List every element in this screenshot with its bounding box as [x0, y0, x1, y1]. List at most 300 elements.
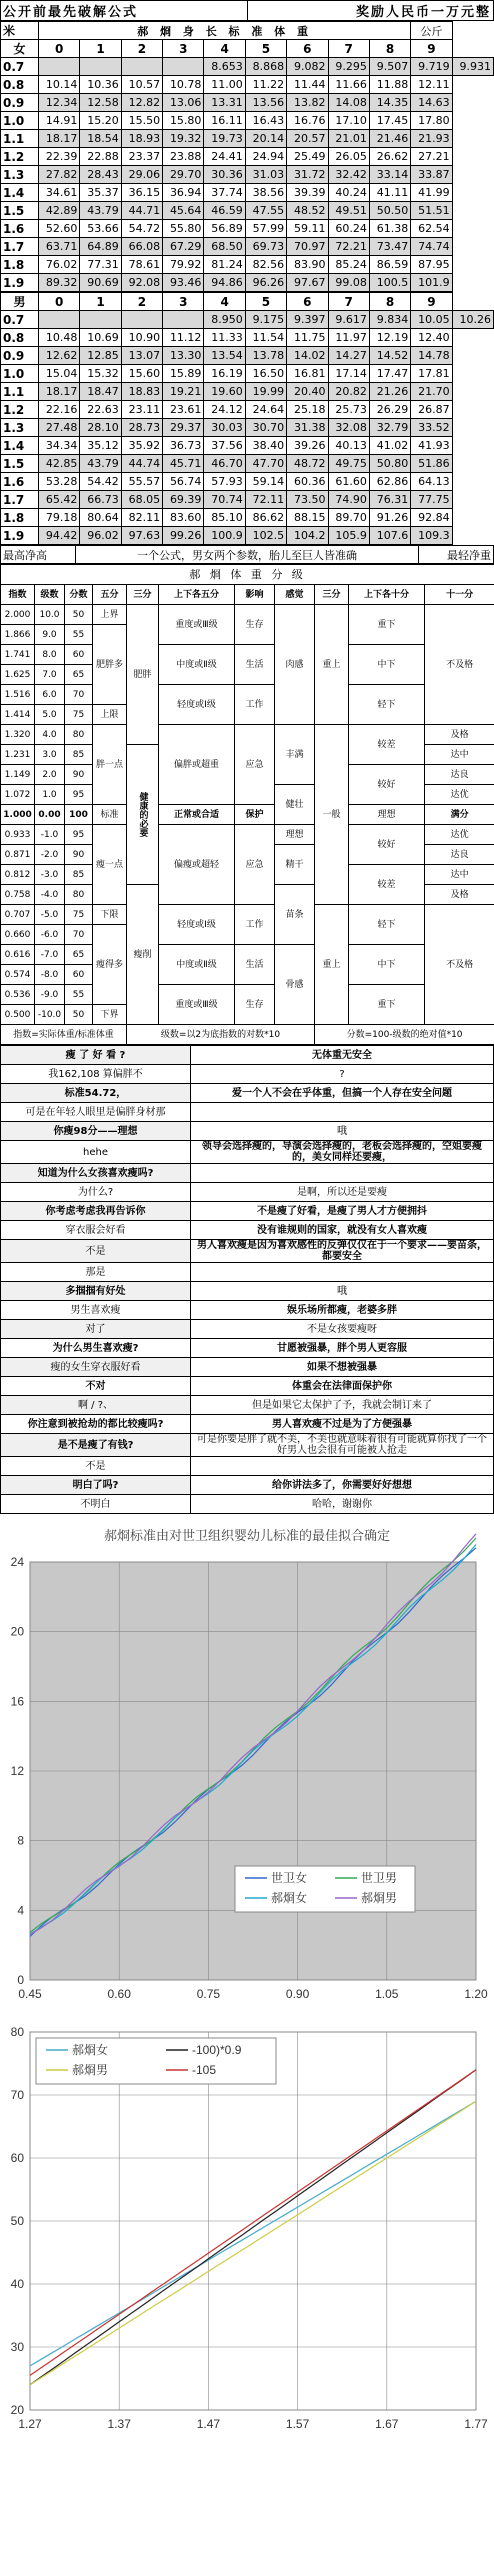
weight-cell: 18.93	[121, 130, 162, 148]
table-row	[1, 311, 494, 329]
three-grade-b: 重上	[315, 605, 349, 725]
severity-grade: 正常或合适	[159, 805, 235, 825]
feeling-cell: 骨感	[275, 945, 315, 1025]
weight-cell: 102.5	[245, 527, 286, 545]
influence-cell: 工作	[235, 685, 275, 725]
col-header: 7	[328, 40, 369, 58]
index-cell: 0.707	[1, 905, 35, 925]
feeling-cell: 丰满	[275, 725, 315, 785]
x-tick-label: 1.27	[18, 2417, 42, 2431]
qa-row	[1, 1415, 494, 1434]
weight-cell: 82.11	[121, 509, 162, 527]
ten-grade: 轻下	[349, 685, 425, 725]
severity-grade: 重度或Ⅲ级	[159, 605, 235, 645]
title-right: 奖励人民币一万元整	[247, 1, 494, 21]
weight-cell: 18.17	[39, 130, 80, 148]
legend-label: 世卫男	[361, 1871, 398, 1885]
height-cell: 1.6	[1, 220, 39, 238]
col-header: 2	[121, 293, 162, 311]
col-header: 3	[163, 40, 204, 58]
weight-cell: 53.66	[80, 220, 121, 238]
weight-cell: 12.40	[411, 329, 452, 347]
weight-cell: 14.52	[369, 347, 410, 365]
weight-cell: 25.73	[328, 401, 369, 419]
severity-grade: 偏胖或超重	[159, 725, 235, 805]
weight-cell: 59.14	[245, 473, 286, 491]
eleven-grade: 不及格	[425, 905, 494, 1025]
col-header: 7	[328, 293, 369, 311]
col-header: 4	[204, 40, 245, 58]
weight-cell: 17.10	[328, 112, 369, 130]
height-cell: 0.9	[1, 94, 39, 112]
level-cell: 3.0	[35, 745, 65, 765]
level-cell: -10.0	[35, 1005, 65, 1025]
ten-grade: 较差	[349, 865, 425, 905]
weight-cell: 33.87	[411, 166, 452, 184]
grade-col-header: 级数	[35, 585, 65, 605]
height-cell: 0.9	[1, 347, 39, 365]
weight-cell: 36.15	[121, 184, 162, 202]
qa-row	[1, 1141, 494, 1164]
five-grade: 胖一点	[93, 725, 127, 805]
score-cell: 70	[65, 685, 93, 705]
weight-cell: 32.79	[369, 419, 410, 437]
level-cell: -7.0	[35, 945, 65, 965]
weight-cell: 47.55	[245, 202, 286, 220]
legend-label: -105	[192, 2063, 217, 2077]
height-cell: 1.5	[1, 202, 39, 220]
weight-cell: 13.06	[163, 94, 204, 112]
col-header: 0	[39, 40, 80, 58]
weight-cell: 66.73	[80, 491, 121, 509]
band-right: 最轻净重	[419, 546, 494, 564]
weight-cell: 14.27	[328, 347, 369, 365]
col-header: 8	[369, 40, 410, 58]
qa-row	[1, 1065, 494, 1084]
answer-cell: 给你讲法多了，你需要好好想想	[191, 1476, 494, 1495]
three-grade-b: 一般	[315, 725, 349, 905]
weight-cell: 88.15	[287, 509, 328, 527]
answer-cell: 甘愿被强暴，胖个男人更容服	[191, 1339, 494, 1358]
weight-cell: 35.37	[80, 184, 121, 202]
eleven-grade: 及格	[425, 725, 494, 745]
grade-row	[1, 725, 494, 745]
answer-cell: 可是你要是胖了就不美，不美也就意味着很有可能就算你找了一个好男人也会很有可能被人抢走	[191, 1434, 494, 1457]
weight-cell: 12.19	[369, 329, 410, 347]
question-cell: 标准54.72，	[1, 1084, 191, 1103]
weight-cell: 40.24	[328, 184, 369, 202]
ten-grade: 中下	[349, 645, 425, 685]
answer-cell: 无体重无安全	[191, 1046, 494, 1065]
band-mid: 一个公式，男女两个参数，胎儿至巨人皆准确	[76, 546, 419, 564]
weight-cell: 87.95	[411, 256, 452, 274]
weight-cell: 80.64	[80, 509, 121, 527]
weight-cell: 93.46	[163, 274, 204, 292]
index-cell: 1.741	[1, 645, 35, 665]
grade-col-header: 上下各十分	[349, 585, 425, 605]
weight-cell: 15.60	[121, 365, 162, 383]
weight-cell: 34.61	[39, 184, 80, 202]
qa-row	[1, 1202, 494, 1221]
weight-cell: 99.08	[328, 274, 369, 292]
y-tick-label: 16	[10, 1694, 24, 1709]
weight-cell: 14.02	[287, 347, 328, 365]
weight-cell: 44.71	[121, 202, 162, 220]
weight-cell: 55.80	[163, 220, 204, 238]
weight-cell: 61.38	[369, 220, 410, 238]
question-cell: 多掴掴有好处	[1, 1282, 191, 1301]
index-cell: 1.625	[1, 665, 35, 685]
weight-cell: 11.33	[204, 329, 245, 347]
level-cell: -5.0	[35, 905, 65, 925]
sex-label: 女	[1, 40, 39, 58]
weight-cell: 16.50	[245, 365, 286, 383]
index-cell: 1.866	[1, 625, 35, 645]
table-row	[1, 401, 494, 419]
qa-row	[1, 1183, 494, 1202]
weight-cell: 9.082	[287, 58, 328, 76]
weight-cell: 38.40	[245, 437, 286, 455]
y-tick-label: 40	[10, 2277, 24, 2291]
table-row	[1, 365, 494, 383]
qa-row	[1, 1263, 494, 1282]
answer-cell: 领导会选择瘦的，导演会选择瘦的，老板会选择瘦的，空姐要瘦的，美女同样还要瘦，	[191, 1141, 494, 1164]
table-row	[1, 148, 494, 166]
weight-cell: 12.82	[121, 94, 162, 112]
index-cell: 1.231	[1, 745, 35, 765]
weight-cell: 56.74	[163, 473, 204, 491]
table-row	[1, 329, 494, 347]
level-cell: 8.0	[35, 645, 65, 665]
weight-cell: 16.43	[245, 112, 286, 130]
ten-grade: 较好	[349, 825, 425, 865]
weight-cell: 64.13	[411, 473, 452, 491]
weight-cell: 59.11	[287, 220, 328, 238]
weight-cell: 81.24	[204, 256, 245, 274]
answer-cell: 哦	[191, 1282, 494, 1301]
grade-col-header: 五分	[93, 585, 127, 605]
index-cell: 0.574	[1, 965, 35, 985]
table-row	[1, 419, 494, 437]
col-header: 6	[287, 293, 328, 311]
grade-row	[1, 945, 494, 965]
weight-cell: 46.70	[204, 455, 245, 473]
weight-cell: 46.59	[204, 202, 245, 220]
weight-cell: 101.9	[411, 274, 452, 292]
three-grade: 瘦削	[127, 885, 159, 1025]
qa-row	[1, 1221, 494, 1240]
weight-cell: 90.69	[80, 274, 121, 292]
weight-cell: 76.02	[39, 256, 80, 274]
weight-cell: 85.10	[204, 509, 245, 527]
qa-row	[1, 1396, 494, 1415]
weight-cell: 36.94	[163, 184, 204, 202]
weight-cell: 22.39	[39, 148, 80, 166]
weight-cell: 94.86	[204, 274, 245, 292]
score-cell: 90	[65, 765, 93, 785]
weight-cell: 13.82	[287, 94, 328, 112]
weight-cell: 11.88	[369, 76, 410, 94]
weight-cell: 72.21	[328, 238, 369, 256]
five-grade: 下界	[93, 1005, 127, 1025]
weight-cell: 18.54	[80, 130, 121, 148]
question-cell: 可是在年轻人眼里是偏胖身材那	[1, 1103, 191, 1122]
table-row	[1, 527, 494, 545]
weight-cell: 51.86	[411, 455, 452, 473]
weight-cell: 24.41	[204, 148, 245, 166]
ten-grade: 重下	[349, 605, 425, 645]
five-grade: 下限	[93, 905, 127, 925]
score-cell: 60	[65, 645, 93, 665]
weight-cell: 23.88	[163, 148, 204, 166]
weight-cell: 68.05	[121, 491, 162, 509]
y-tick-label: 80	[10, 2025, 24, 2039]
question-cell: 啊 / ?、	[1, 1396, 191, 1415]
weight-cell: 37.56	[204, 437, 245, 455]
female-weight-table	[0, 21, 494, 292]
weight-cell	[39, 311, 80, 329]
weight-cell: 109.3	[411, 527, 452, 545]
grade-col-header: 指数	[1, 585, 35, 605]
qa-row	[1, 1103, 494, 1122]
eleven-grade: 达良	[425, 845, 494, 865]
weight-cell: 31.03	[245, 166, 286, 184]
height-cell: 1.7	[1, 238, 39, 256]
weight-cell: 89.70	[328, 509, 369, 527]
answer-cell: 不是瘦了好看，是瘦了男人才方便拥抖	[191, 1202, 494, 1221]
qa-row	[1, 1240, 494, 1263]
qa-row	[1, 1434, 494, 1457]
weight-cell: 77.75	[411, 491, 452, 509]
level-cell: 9.0	[35, 625, 65, 645]
level-cell: 7.0	[35, 665, 65, 685]
question-cell: 你考虑考虑我再告诉你	[1, 1202, 191, 1221]
weight-cell: 82.56	[245, 256, 286, 274]
three-grade-b: 重上	[315, 905, 349, 1025]
y-tick-label: 20	[10, 1624, 24, 1639]
weight-cell: 19.21	[163, 383, 204, 401]
index-cell: 0.871	[1, 845, 35, 865]
weight-cell: 31.38	[287, 419, 328, 437]
question-cell: 男生喜欢瘦	[1, 1301, 191, 1320]
x-tick-label: 0.60	[107, 1987, 131, 2001]
score-cell: 75	[65, 905, 93, 925]
weight-cell: 41.99	[411, 184, 452, 202]
weight-cell: 49.75	[328, 455, 369, 473]
index-cell: 1.149	[1, 765, 35, 785]
severity-grade: 重度或Ⅲ级	[159, 985, 235, 1025]
unit-kg: 公斤	[411, 22, 452, 40]
question-cell: 你瘦98分——理想	[1, 1122, 191, 1141]
weight-cell: 40.13	[328, 437, 369, 455]
col-header: 0	[39, 293, 80, 311]
score-cell: 80	[65, 725, 93, 745]
weight-cell: 44.74	[121, 455, 162, 473]
weight-cell: 23.61	[163, 401, 204, 419]
answer-cell: 男人喜欢瘦是因为喜欢感性的反弹仅仅在于一个要求——要苗条，都要安全	[191, 1240, 494, 1263]
five-grade: 标准	[93, 805, 127, 825]
weight-cell: 8.653	[204, 58, 245, 76]
grade-row	[1, 825, 494, 845]
table-row	[1, 166, 494, 184]
weight-cell: 10.57	[121, 76, 162, 94]
height-cell: 1.6	[1, 473, 39, 491]
weight-cell: 53.28	[39, 473, 80, 491]
weight-cell: 17.80	[411, 112, 452, 130]
y-tick-label: 30	[10, 2340, 24, 2354]
question-cell: 我162,108 算偏胖不	[1, 1065, 191, 1084]
influence-cell: 生存	[235, 985, 275, 1025]
weight-cell: 23.37	[121, 148, 162, 166]
height-cell: 1.4	[1, 184, 39, 202]
unit-meter: 米	[1, 22, 39, 40]
weight-cell: 9.507	[369, 58, 410, 76]
weight-cell: 8.868	[245, 58, 286, 76]
weight-cell: 19.99	[245, 383, 286, 401]
weight-cell: 15.32	[80, 365, 121, 383]
weight-cell: 19.73	[204, 130, 245, 148]
weight-cell: 16.76	[287, 112, 328, 130]
weight-cell: 8.950	[204, 311, 245, 329]
height-cell: 1.3	[1, 419, 39, 437]
weight-cell: 10.69	[80, 329, 121, 347]
level-cell: 4.0	[35, 725, 65, 745]
answer-cell: ?	[191, 1065, 494, 1084]
height-cell: 1.3	[1, 166, 39, 184]
question-cell: 那是	[1, 1263, 191, 1282]
male-weight-table	[0, 292, 494, 545]
weight-cell: 31.72	[287, 166, 328, 184]
ten-grade: 较差	[349, 725, 425, 765]
question-cell: 不是	[1, 1457, 191, 1476]
weight-cell: 37.74	[204, 184, 245, 202]
answer-cell: 男人喜欢瘦不过是为了方便强暴	[191, 1415, 494, 1434]
weight-cell: 56.89	[204, 220, 245, 238]
weight-cell: 13.78	[245, 347, 286, 365]
x-tick-label: 1.77	[464, 2417, 488, 2431]
feeling-cell: 苗条	[275, 885, 315, 945]
col-header: 5	[245, 293, 286, 311]
weight-cell	[163, 311, 204, 329]
weight-cell: 20.40	[287, 383, 328, 401]
level-cell: -9.0	[35, 985, 65, 1005]
eleven-grade: 不及格	[425, 605, 494, 725]
weight-cell: 10.36	[80, 76, 121, 94]
weight-cell: 100.5	[369, 274, 410, 292]
feeling-cell: 理想	[275, 825, 315, 845]
weight-cell: 9.931	[452, 58, 493, 76]
weight-cell: 25.18	[287, 401, 328, 419]
ten-grade: 中下	[349, 945, 425, 985]
x-tick-label: 0.90	[285, 1987, 310, 2001]
weight-cell: 72.11	[245, 491, 286, 509]
weight-cell: 11.97	[328, 329, 369, 347]
weight-cell: 11.75	[287, 329, 328, 347]
weight-cell: 21.01	[328, 130, 369, 148]
foot-c: 分数=100-级数的绝对值*10	[315, 1025, 494, 1045]
weight-cell: 57.99	[245, 220, 286, 238]
answer-cell: 娱乐场所都瘦，老婆多胖	[191, 1301, 494, 1320]
weight-cell: 52.60	[39, 220, 80, 238]
weight-cell: 91.26	[369, 509, 410, 527]
height-cell: 1.1	[1, 130, 39, 148]
weight-cell: 42.89	[39, 202, 80, 220]
weight-cell: 104.2	[287, 527, 328, 545]
level-cell: 6.0	[35, 685, 65, 705]
qa-row	[1, 1164, 494, 1183]
legend-label: 郝烱女	[271, 1891, 308, 1905]
weight-cell: 9.397	[287, 311, 328, 329]
answer-cell	[191, 1164, 494, 1183]
five-grade: 上界	[93, 605, 127, 625]
weight-cell: 12.58	[80, 94, 121, 112]
index-cell: 1.072	[1, 785, 35, 805]
col-header: 9	[411, 293, 452, 311]
y-tick-label: 12	[10, 1764, 24, 1778]
y-tick-label: 0	[17, 1973, 24, 1987]
height-cell: 1.9	[1, 527, 39, 545]
weight-cell: 42.85	[39, 455, 80, 473]
weight-cell	[121, 58, 162, 76]
weight-cell: 96.02	[80, 527, 121, 545]
answer-cell: 爱一个人不会在乎体重，但搞一个人存在安全问题	[191, 1084, 494, 1103]
weight-cell: 96.26	[245, 274, 286, 292]
score-cell: 90	[65, 845, 93, 865]
severity-grade: 轻度或Ⅰ级	[159, 685, 235, 725]
answer-cell	[191, 1103, 494, 1122]
index-cell: 0.616	[1, 945, 35, 965]
table-row	[1, 347, 494, 365]
table-row	[1, 94, 494, 112]
qa-table	[0, 1045, 494, 1514]
influence-cell: 生活	[235, 945, 275, 985]
weight-cell: 73.50	[287, 491, 328, 509]
feeling-cell: 精干	[275, 845, 315, 885]
weight-cell: 39.26	[287, 437, 328, 455]
answer-cell: 哈哈，谢谢你	[191, 1495, 494, 1514]
table-row	[1, 383, 494, 401]
weight-cell: 18.47	[80, 383, 121, 401]
weight-cell: 30.03	[204, 419, 245, 437]
height-cell: 1.4	[1, 437, 39, 455]
weight-cell: 86.62	[245, 509, 286, 527]
weight-cell: 74.74	[411, 238, 452, 256]
weight-cell: 48.72	[287, 455, 328, 473]
weight-cell: 14.91	[39, 112, 80, 130]
foot-b: 级数=以2为底指数的对数*10	[127, 1025, 315, 1045]
y-tick-label: 70	[10, 2088, 24, 2102]
weight-cell: 12.11	[411, 76, 452, 94]
height-cell: 1.2	[1, 401, 39, 419]
answer-cell	[191, 1457, 494, 1476]
x-tick-label: 1.05	[375, 1987, 399, 2001]
weight-cell: 63.71	[39, 238, 80, 256]
eleven-grade: 及格	[425, 885, 494, 905]
eleven-grade: 达良	[425, 765, 494, 785]
score-cell: 55	[65, 625, 93, 645]
grade-col-header: 十一分	[425, 585, 494, 605]
weight-cell: 60.24	[328, 220, 369, 238]
weight-cell: 23.11	[121, 401, 162, 419]
weight-cell: 10.14	[39, 76, 80, 94]
weight-cell: 55.57	[121, 473, 162, 491]
score-cell: 70	[65, 925, 93, 945]
weight-cell: 10.05	[411, 311, 452, 329]
three-grade: 肥胖	[127, 605, 159, 745]
weight-cell: 30.36	[204, 166, 245, 184]
question-cell: 穿衣服会好看	[1, 1221, 191, 1240]
weight-cell: 57.93	[204, 473, 245, 491]
